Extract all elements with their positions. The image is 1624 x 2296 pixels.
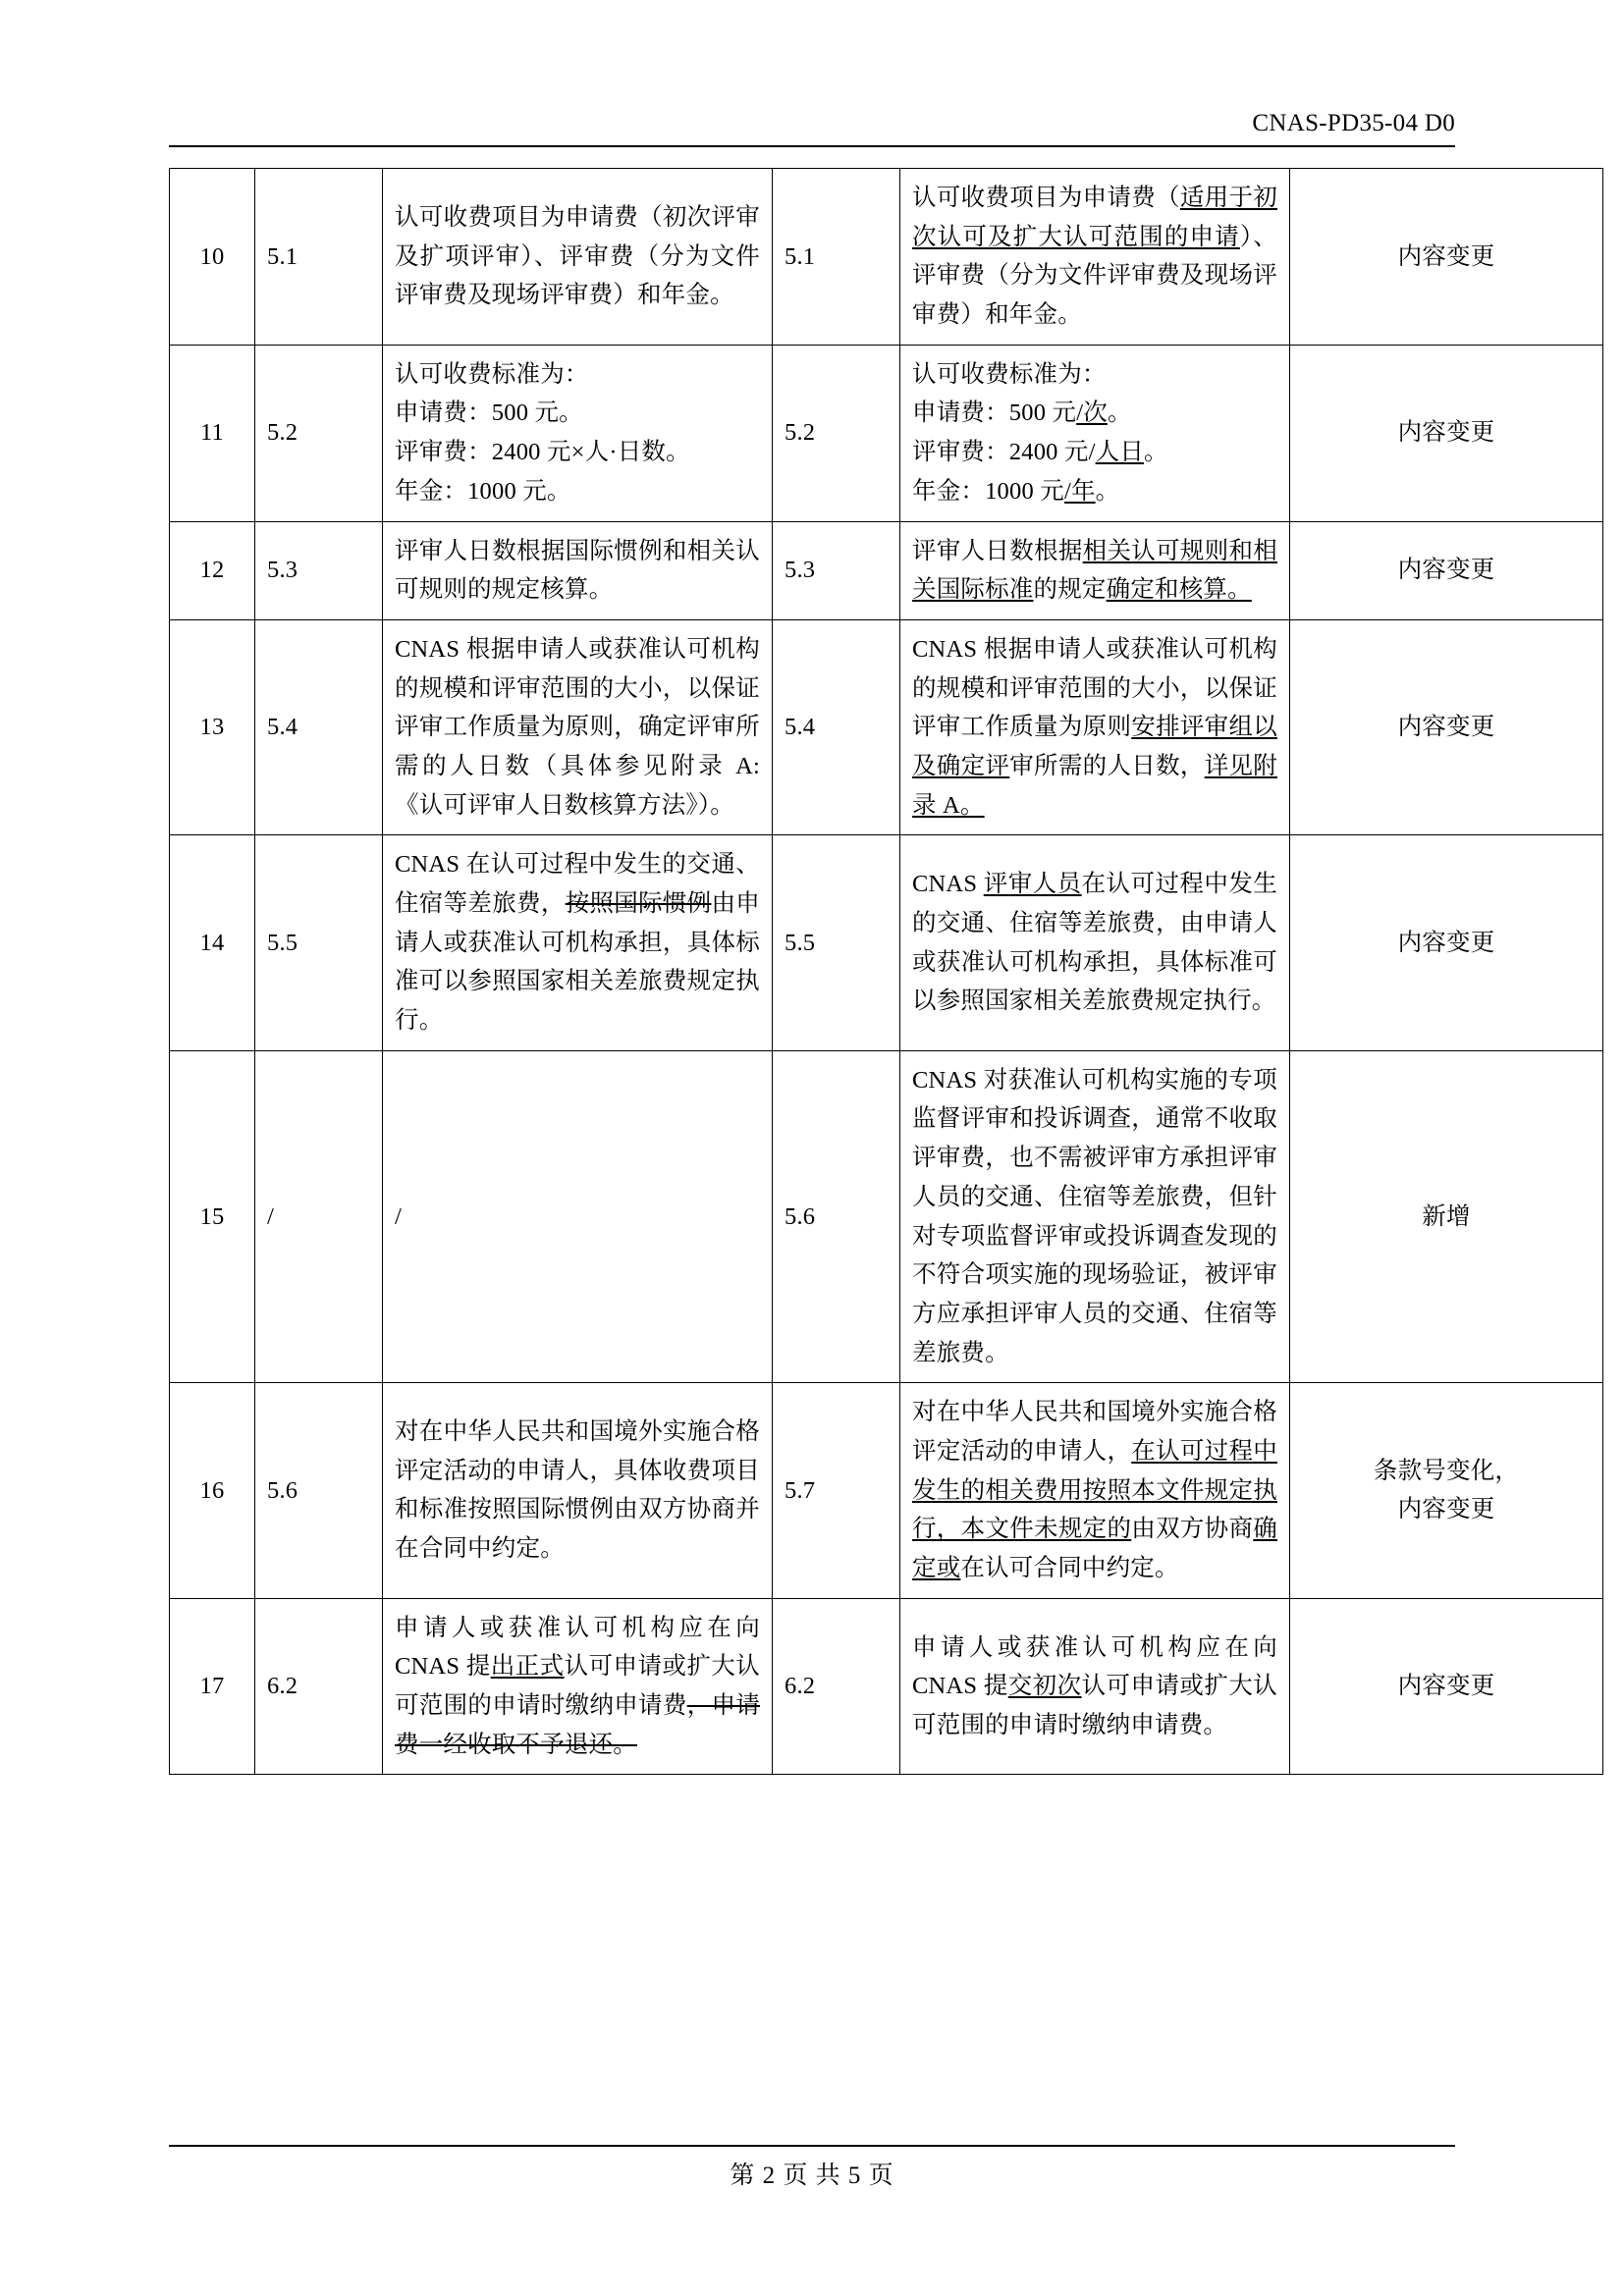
cell-old-clause: 5.3 xyxy=(255,521,383,619)
table-row xyxy=(170,1383,1603,1598)
header-divider xyxy=(169,145,1455,147)
cell-old-clause: 5.6 xyxy=(255,1383,383,1598)
cell-new-text: CNAS 评审人员在认可过程中发生的交通、住宿等差旅费，由申请人或获准认可机构承担，具体标准可以参照国家相关差旅费规定执行。 xyxy=(900,835,1290,1050)
cell-old-clause: 5.2 xyxy=(255,345,383,521)
cell-row-number: 16 xyxy=(170,1383,255,1598)
cell-new-text: 认可收费项目为申请费（适用于初次认可及扩大认可范围的申请）、评审费（分为文件评审费及现场评审费）和年金。 xyxy=(900,169,1290,346)
cell-row-number: 10 xyxy=(170,169,255,346)
cell-row-number: 12 xyxy=(170,521,255,619)
cell-row-number: 13 xyxy=(170,619,255,834)
table-row xyxy=(170,835,1603,1050)
table-row xyxy=(170,345,1603,521)
cell-change-type: 内容变更 xyxy=(1290,835,1603,1050)
cell-new-text: 申请人或获准认可机构应在向 CNAS 提交初次认可申请或扩大认可范围的申请时缴纳申请费。 xyxy=(900,1598,1290,1775)
cell-change-type: 内容变更 xyxy=(1290,521,1603,619)
cell-old-clause: 6.2 xyxy=(255,1598,383,1775)
cell-old-clause: / xyxy=(255,1050,383,1383)
cell-change-type: 内容变更 xyxy=(1290,1598,1603,1775)
cell-old-clause: 5.4 xyxy=(255,619,383,834)
cell-row-number: 15 xyxy=(170,1050,255,1383)
table-row xyxy=(170,521,1603,619)
table-row xyxy=(170,1050,1603,1383)
cell-row-number: 14 xyxy=(170,835,255,1050)
page-footer-text: 第 2 页 共 5 页 xyxy=(730,2163,894,2189)
cell-old-clause: 5.5 xyxy=(255,835,383,1050)
cell-new-clause: 5.4 xyxy=(773,619,900,834)
table-body xyxy=(170,169,1603,1775)
cell-old-text: CNAS 在认可过程中发生的交通、住宿等差旅费，按照国际惯例由申请人或获准认可机构承担，具体标准可以参照国家相关差旅费规定执行。 xyxy=(383,835,773,1050)
cell-new-text: 评审人日数根据相关认可规则和相关国际标准的规定确定和核算。 xyxy=(900,521,1290,619)
footer-divider xyxy=(169,2145,1455,2147)
cell-new-text: CNAS 对获准认可机构实施的专项监督评审和投诉调查，通常不收取评审费，也不需被评审方承担评审人员的交通、住宿等差旅费，但针对专项监督评审或投诉调查发现的不符合项实施的现场验证，被评审方应承担评审人员的交通、住宿等差旅费。 xyxy=(900,1050,1290,1383)
cell-change-type: 新增 xyxy=(1290,1050,1603,1383)
change-record-table xyxy=(169,168,1603,1775)
cell-new-text: 对在中华人民共和国境外实施合格评定活动的申请人，在认可过程中发生的相关费用按照本文件规定执行，本文件未规定的由双方协商确定或在认可合同中约定。 xyxy=(900,1383,1290,1598)
cell-new-clause: 5.5 xyxy=(773,835,900,1050)
cell-new-text: 认可收费标准为： 申请费：500 元/次。 评审费：2400 元/人日。 年金：1000 元/年。 xyxy=(900,345,1290,521)
cell-new-clause: 5.3 xyxy=(773,521,900,619)
cell-old-text: 申请人或获准认可机构应在向 CNAS 提出正式认可申请或扩大认可范围的申请时缴纳申请费，申请费一经收取不予退还。 xyxy=(383,1598,773,1775)
cell-old-text: / xyxy=(383,1050,773,1383)
cell-row-number: 11 xyxy=(170,345,255,521)
page-header-code: CNAS-PD35-04 D0 xyxy=(1252,110,1455,136)
table-row xyxy=(170,169,1603,346)
cell-change-type: 条款号变化， 内容变更 xyxy=(1290,1383,1603,1598)
cell-old-text: 认可收费项目为申请费（初次评审及扩项评审）、评审费（分为文件评审费及现场评审费）和年金。 xyxy=(383,169,773,346)
cell-new-text: CNAS 根据申请人或获准认可机构的规模和评审范围的大小，以保证评审工作质量为原则安排评审组以及确定评审所需的人日数，详见附录 A。 xyxy=(900,619,1290,834)
cell-old-clause: 5.1 xyxy=(255,169,383,346)
cell-old-text: 认可收费标准为： 申请费：500 元。 评审费：2400 元×人·日数。 年金：1000 元。 xyxy=(383,345,773,521)
cell-new-clause: 6.2 xyxy=(773,1598,900,1775)
cell-old-text: 评审人日数根据国际惯例和相关认可规则的规定核算。 xyxy=(383,521,773,619)
cell-old-text: 对在中华人民共和国境外实施合格评定活动的申请人，具体收费项目和标准按照国际惯例由双方协商并在合同中约定。 xyxy=(383,1383,773,1598)
cell-new-clause: 5.1 xyxy=(773,169,900,346)
cell-change-type: 内容变更 xyxy=(1290,169,1603,346)
cell-new-clause: 5.7 xyxy=(773,1383,900,1598)
cell-change-type: 内容变更 xyxy=(1290,619,1603,834)
table-row xyxy=(170,619,1603,834)
cell-row-number: 17 xyxy=(170,1598,255,1775)
cell-new-clause: 5.2 xyxy=(773,345,900,521)
cell-old-text: CNAS 根据申请人或获准认可机构的规模和评审范围的大小，以保证评审工作质量为原则，确定评审所需的人日数（具体参见附录 A:《认可评审人日数核算方法》）。 xyxy=(383,619,773,834)
cell-new-clause: 5.6 xyxy=(773,1050,900,1383)
cell-change-type: 内容变更 xyxy=(1290,345,1603,521)
table-row xyxy=(170,1598,1603,1775)
